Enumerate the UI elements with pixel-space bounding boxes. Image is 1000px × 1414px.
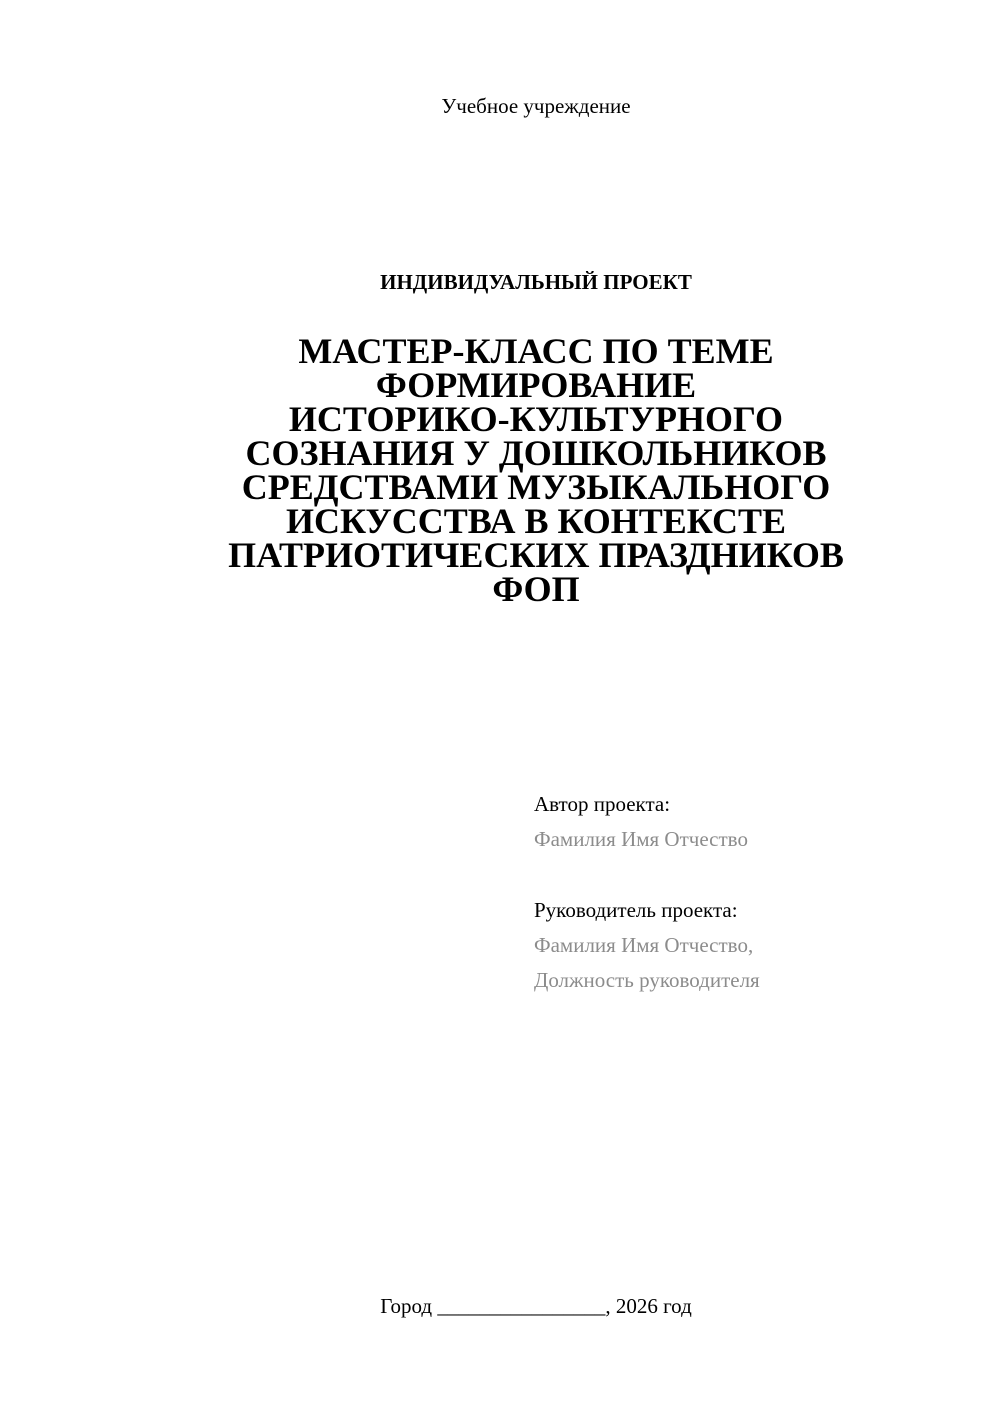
supervisor-position: Должность руководителя: [534, 968, 760, 992]
title-line: ИСКУССТВА В КОНТЕКСТЕ: [285, 501, 787, 541]
city-year: Город ________________, 2026 год: [380, 1294, 692, 1318]
title-line: ИСТОРИКО-КУЛЬТУРНОГО: [288, 399, 784, 439]
institution-name: Учебное учреждение: [441, 94, 631, 118]
title-line: СОЗНАНИЯ У ДОШКОЛЬНИКОВ: [245, 433, 827, 473]
title-line: ФОРМИРОВАНИЕ: [375, 365, 697, 405]
document-type: ИНДИВИДУАЛЬНЫЙ ПРОЕКТ: [380, 270, 692, 294]
title-line: СРЕДСТВАМИ МУЗЫКАЛЬНОГО: [241, 467, 831, 507]
supervisor-name: Фамилия Имя Отчество,: [534, 933, 754, 957]
title-line: ФОП: [492, 569, 580, 609]
author-block: [534, 790, 954, 853]
author-name: Фамилия Имя Отчество: [534, 827, 748, 851]
title-line: ПАТРИОТИЧЕСКИХ ПРАЗДНИКОВ: [228, 535, 844, 575]
document-title: [150, 331, 922, 609]
supervisor-block: [534, 896, 954, 994]
supervisor-label: Руководитель проекта:: [534, 898, 738, 922]
author-label: Автор проекта:: [534, 792, 671, 816]
title-line: МАСТЕР-КЛАСС ПО ТЕМЕ: [298, 331, 774, 371]
